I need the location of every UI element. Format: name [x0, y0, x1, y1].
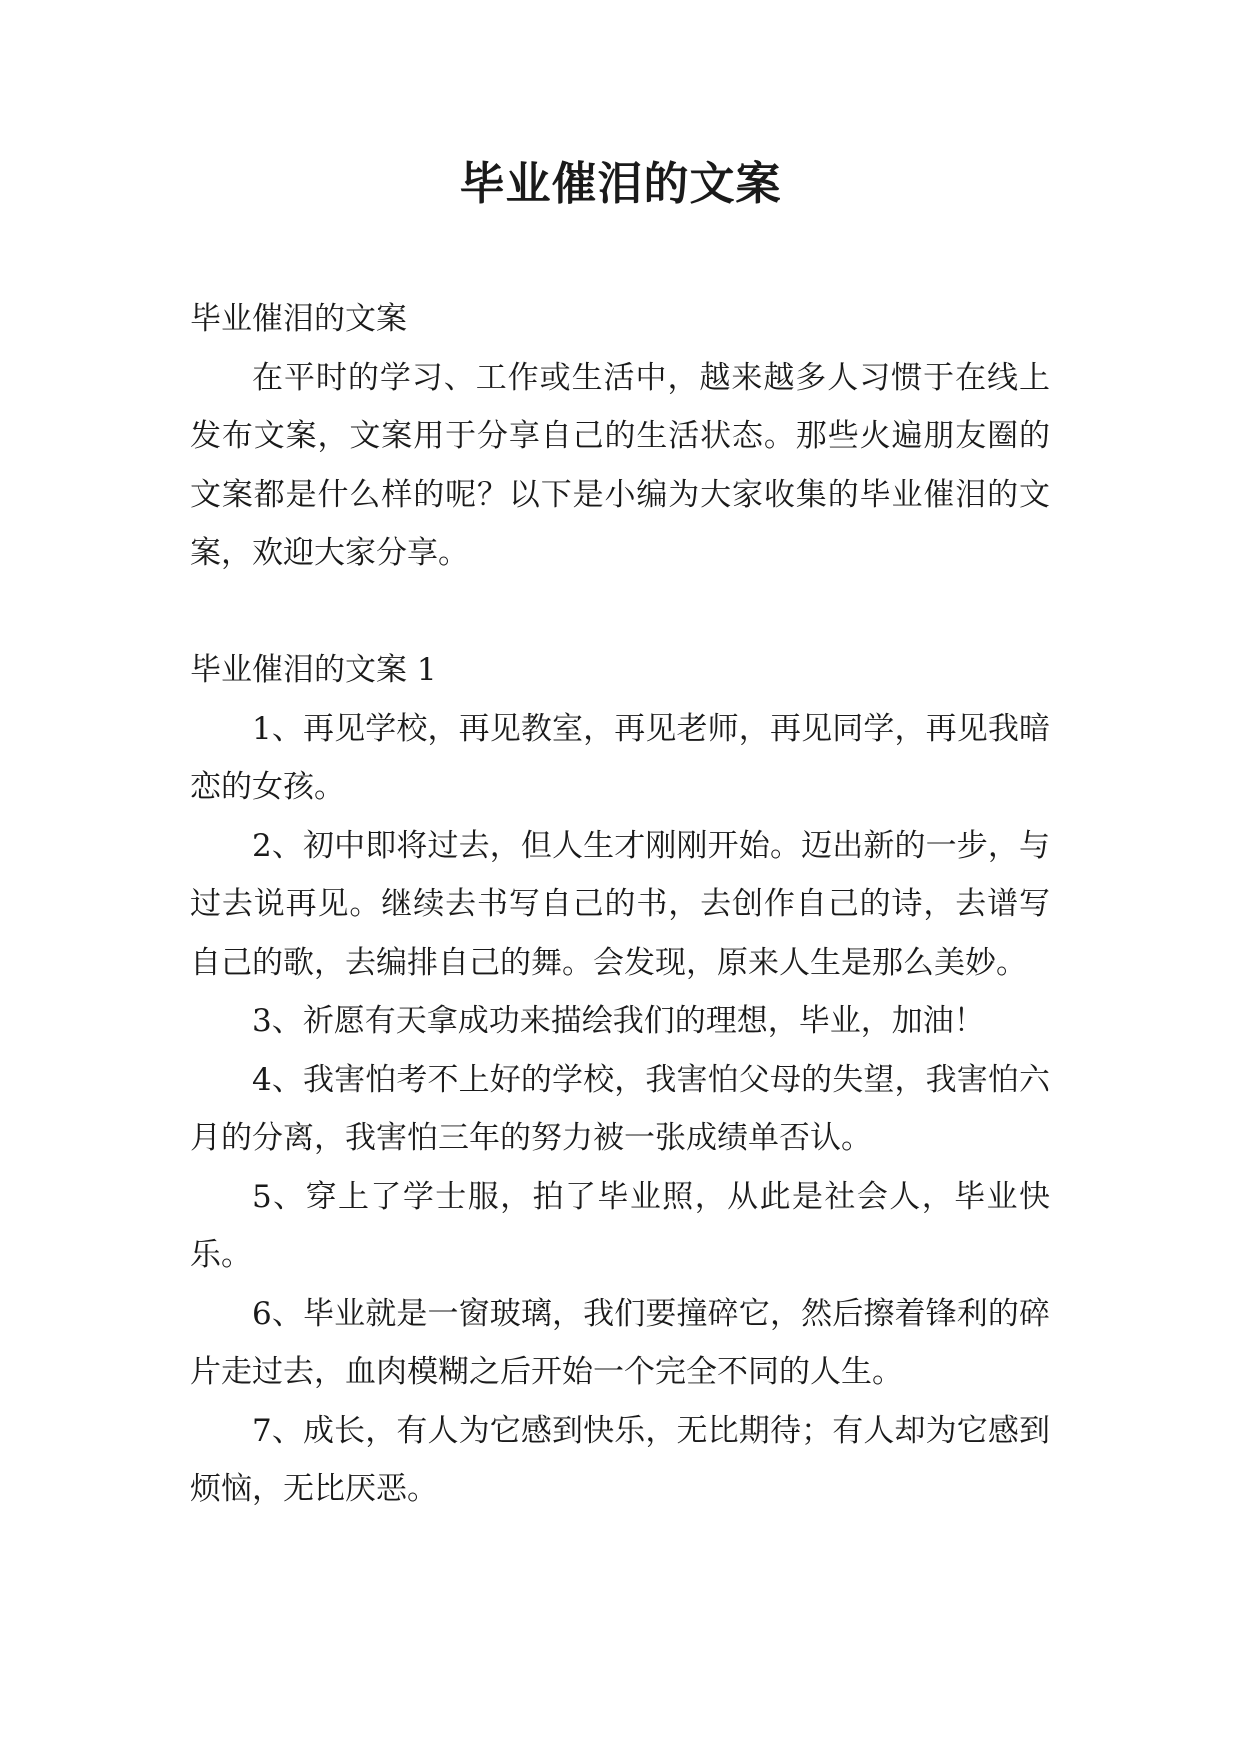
section-title: 毕业催泪的文案 1 [190, 652, 437, 688]
document-title: 毕业催泪的文案 [459, 157, 782, 210]
intro-paragraph: 在平时的学习、工作或生活中，越来越多人习惯于在线上发布文案，文案用于分享自己的生活状态。那些火遍朋友圈的文案都是什么样的呢？以下是小编为大家收集的毕业催泪的文案，欢迎大家分享。 [190, 359, 1050, 571]
list-item: 1、再见学校，再见教室，再见老师，再见同学，再见我暗恋的女孩。 [190, 710, 1050, 805]
list-item: 3、祈愿有天拿成功来描绘我们的理想，毕业，加油！ [252, 1003, 985, 1039]
list-item: 2、初中即将过去，但人生才刚刚开始。迈出新的一步，与过去说再见。继续去书写自己的书，去创作自己的诗，去谱写自己的歌，去编排自己的舞。会发现，原来人生是那么美妙。 [190, 827, 1050, 981]
list-item: 7、成长，有人为它感到快乐，无比期待；有人却为它感到烦恼，无比厌恶。 [190, 1412, 1050, 1507]
document-body [190, 290, 1050, 1519]
list-item: 5、穿上了学士服，拍了毕业照，从此是社会人，毕业快乐。 [190, 1178, 1050, 1273]
list-item: 6、毕业就是一窗玻璃，我们要撞碎它，然后擦着锋利的碎片走过去，血肉模糊之后开始一个完全不同的人生。 [190, 1295, 1050, 1390]
document-subtitle: 毕业催泪的文案 [190, 301, 407, 337]
list-item: 4、我害怕考不上好的学校，我害怕父母的失望，我害怕六月的分离，我害怕三年的努力被一张成绩单否认。 [190, 1061, 1050, 1156]
blank-line [190, 583, 1050, 642]
